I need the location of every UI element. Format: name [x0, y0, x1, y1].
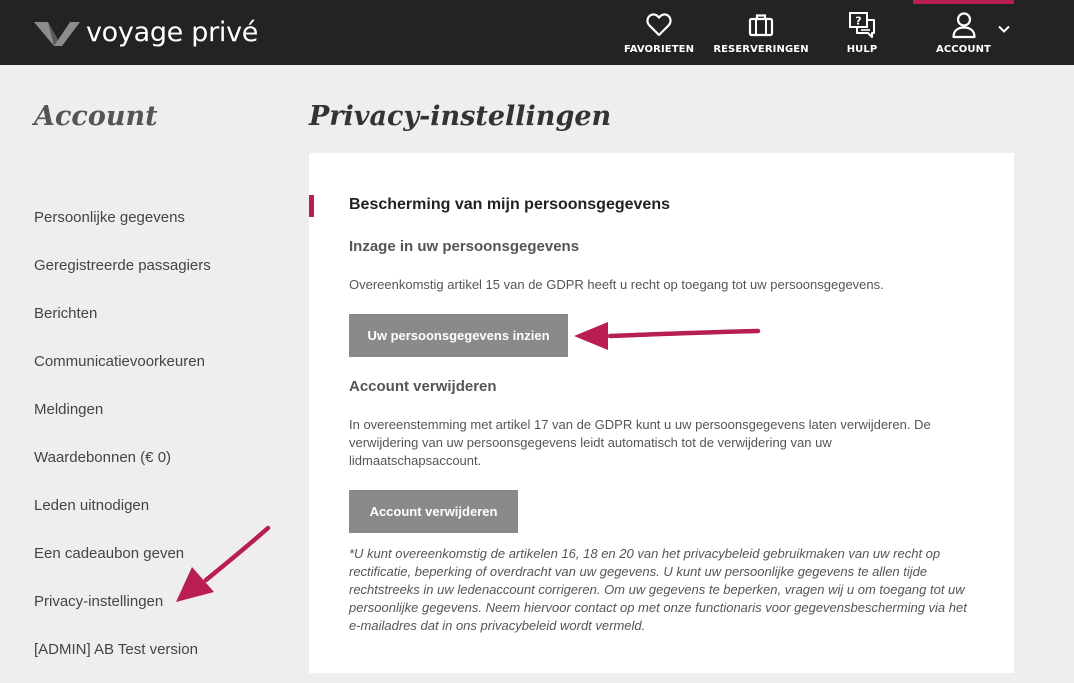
user-icon — [950, 11, 978, 39]
heart-icon — [645, 11, 673, 39]
access-text: Overeenkomstig artikel 15 van de GDPR heeft u recht op toegang tot uw persoonsgegevens. — [349, 277, 884, 292]
rights-note: *U kunt overeenkomstig de artikelen 16, 18 en 20 van het privacybeleid gebruikmaken van uw recht op rectificatie, beperking of overdracht van uw gegevens. U kunt uw persoonlijke gegevens te allen tijde rechtstreeks in uw ledenaccount corrigeren. Om uw gegevens te beperken, vragen wij u om toegang tot uw persoonlijke gegevens. Neem hiervoor contact op met onze functionaris voor gegevensbescherming via het e-mailadres dat in ons privacybeleid wordt vermeld. — [349, 546, 967, 633]
nav-help-label: HULP — [846, 44, 878, 55]
logo-mark-icon — [34, 18, 80, 48]
delete-text: In overeenstemming met artikel 17 van de GDPR kunt u uw persoonsgegevens laten verwijderen. De verwijdering van uw persoonsgegevens leidt automatisch tot de verwijdering van uw lidmaatschapsaccount. — [349, 417, 931, 468]
nav-reservations-label: RESERVERINGEN — [713, 44, 809, 55]
view-data-button[interactable]: Uw persoonsgegevens inzien — [349, 314, 568, 357]
sidebar-item-vouchers[interactable]: Waardebonnen (€ 0) — [34, 449, 172, 466]
privacy-card — [309, 153, 1014, 673]
sidebar-title: Account — [34, 101, 158, 132]
access-title: Inzage in uw persoonsgegevens — [349, 238, 580, 255]
section-title: Bescherming van mijn persoonsgegevens — [349, 196, 670, 213]
sidebar-item-communication[interactable]: Communicatievoorkeuren — [34, 353, 205, 370]
delete-title: Account verwijderen — [349, 378, 497, 395]
delete-account-button[interactable]: Account verwijderen — [349, 490, 518, 533]
top-header — [0, 0, 1074, 65]
nav-favorites[interactable] — [620, 0, 698, 65]
sidebar-item-personal-data[interactable]: Persoonlijke gegevens — [34, 209, 185, 226]
sidebar-item-invite[interactable]: Leden uitnodigen — [34, 497, 150, 514]
nav-account-label: ACCOUNT — [936, 44, 991, 55]
suitcase-icon — [747, 11, 775, 39]
section-marker — [309, 195, 314, 217]
sidebar-item-ab-test[interactable]: [ADMIN] AB Test version — [34, 641, 198, 658]
nav-reservations[interactable] — [712, 0, 810, 65]
sidebar-item-privacy[interactable]: Privacy-instellingen — [34, 593, 164, 610]
sidebar-item-gift-card[interactable]: Een cadeaubon geven — [34, 545, 185, 562]
sidebar-menu — [34, 206, 211, 683]
svg-text:?: ? — [855, 14, 862, 28]
chevron-down-icon[interactable] — [997, 22, 1011, 36]
page-title: Privacy-instellingen — [309, 101, 612, 132]
sidebar-item-passengers[interactable]: Geregistreerde passagiers — [34, 257, 211, 274]
help-chat-icon — [848, 11, 876, 39]
sidebar-item-messages[interactable]: Berichten — [34, 305, 98, 322]
nav-help[interactable] — [822, 0, 902, 65]
nav-favorites-label: FAVORIETEN — [623, 44, 695, 55]
brand-name: voyage privé — [86, 17, 259, 48]
sidebar-item-notifications[interactable]: Meldingen — [34, 401, 104, 418]
brand-logo[interactable] — [34, 17, 258, 48]
